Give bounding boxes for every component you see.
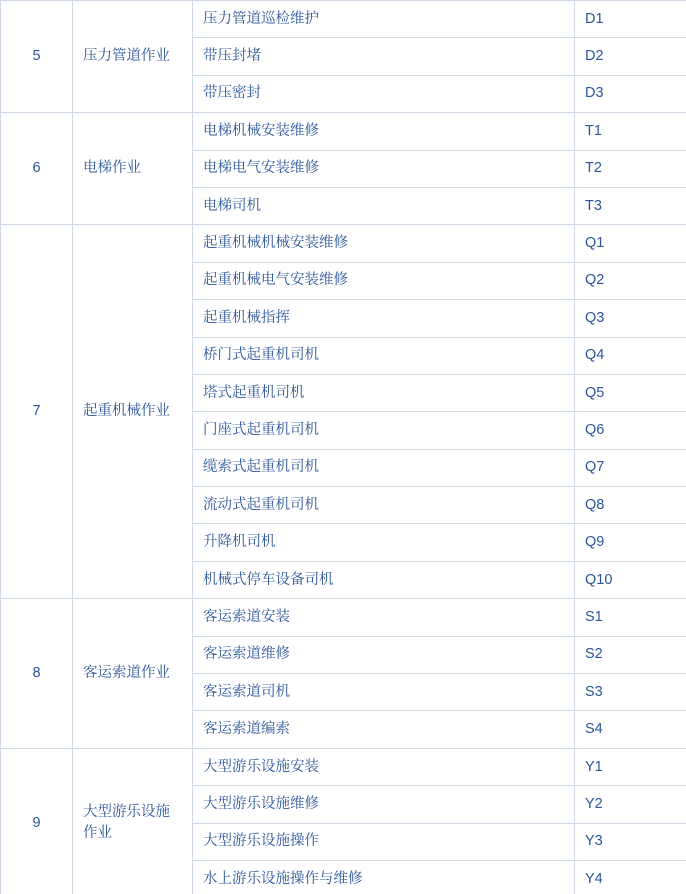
item-code-cell: S4 [575,711,686,748]
item-code-cell: D3 [575,75,686,112]
item-code-cell: S2 [575,636,686,673]
category-cell [73,225,193,599]
operation-item-cell: 大型游乐设施安装 [193,748,575,785]
category-label: 起重机械作业 [83,403,170,420]
category-cell [73,599,193,749]
operation-item-cell: 电梯机械安装维修 [193,113,575,150]
operation-item-cell: 塔式起重机司机 [193,374,575,411]
operation-item-cell: 带压封堵 [193,38,575,75]
table-row [1,225,686,262]
item-code-cell: T1 [575,113,686,150]
item-code-cell: Q8 [575,487,686,524]
operation-item-cell: 电梯司机 [193,187,575,224]
item-code-cell: Q3 [575,300,686,337]
item-code-cell: Q4 [575,337,686,374]
operation-item-cell: 客运索道安装 [193,599,575,636]
operation-item-cell: 电梯电气安装维修 [193,150,575,187]
item-code-cell: D2 [575,38,686,75]
category-label: 压力管道作业 [83,48,170,65]
operation-item-cell: 缆索式起重机司机 [193,449,575,486]
table-row [1,113,686,150]
operation-item-cell: 大型游乐设施维修 [193,786,575,823]
item-code-cell: T2 [575,150,686,187]
row-number-cell: 6 [1,113,73,225]
table-row [1,1,686,38]
item-code-cell: T3 [575,187,686,224]
table-row [1,748,686,785]
item-code-cell: Y4 [575,860,686,894]
operation-item-cell: 客运索道编索 [193,711,575,748]
operation-item-cell: 大型游乐设施操作 [193,823,575,860]
category-cell [73,1,193,113]
category-cell [73,748,193,894]
category-cell [73,113,193,225]
category-label: 客运索道作业 [83,665,170,682]
operation-item-cell: 门座式起重机司机 [193,412,575,449]
row-number-cell: 7 [1,225,73,599]
item-code-cell: Y1 [575,748,686,785]
item-code-cell: Y3 [575,823,686,860]
operation-item-cell: 升降机司机 [193,524,575,561]
item-code-cell: Q10 [575,561,686,598]
operation-item-cell: 带压密封 [193,75,575,112]
item-code-cell: D1 [575,1,686,38]
item-code-cell: S1 [575,599,686,636]
operation-item-cell: 水上游乐设施操作与维修 [193,860,575,894]
item-code-cell: Q2 [575,262,686,299]
row-number-cell: 9 [1,748,73,894]
item-code-cell: Q7 [575,449,686,486]
row-number-cell: 8 [1,599,73,749]
item-code-cell: Q6 [575,412,686,449]
item-code-cell: Q1 [575,225,686,262]
category-label: 大型游乐设施作业 [83,804,170,842]
operation-item-cell: 起重机械机械安装维修 [193,225,575,262]
operation-item-cell: 起重机械指挥 [193,300,575,337]
table-body [1,1,686,894]
item-code-cell: S3 [575,674,686,711]
operation-item-cell: 起重机械电气安装维修 [193,262,575,299]
operation-item-cell: 机械式停车设备司机 [193,561,575,598]
operation-item-cell: 流动式起重机司机 [193,487,575,524]
item-code-cell: Q9 [575,524,686,561]
item-code-cell: Y2 [575,786,686,823]
row-number-cell: 5 [1,1,73,113]
operation-item-cell: 客运索道维修 [193,636,575,673]
operation-item-cell: 桥门式起重机司机 [193,337,575,374]
operation-item-cell: 压力管道巡检维护 [193,1,575,38]
category-label: 电梯作业 [83,160,141,177]
table-row [1,599,686,636]
item-code-cell: Q5 [575,374,686,411]
operation-item-cell: 客运索道司机 [193,674,575,711]
